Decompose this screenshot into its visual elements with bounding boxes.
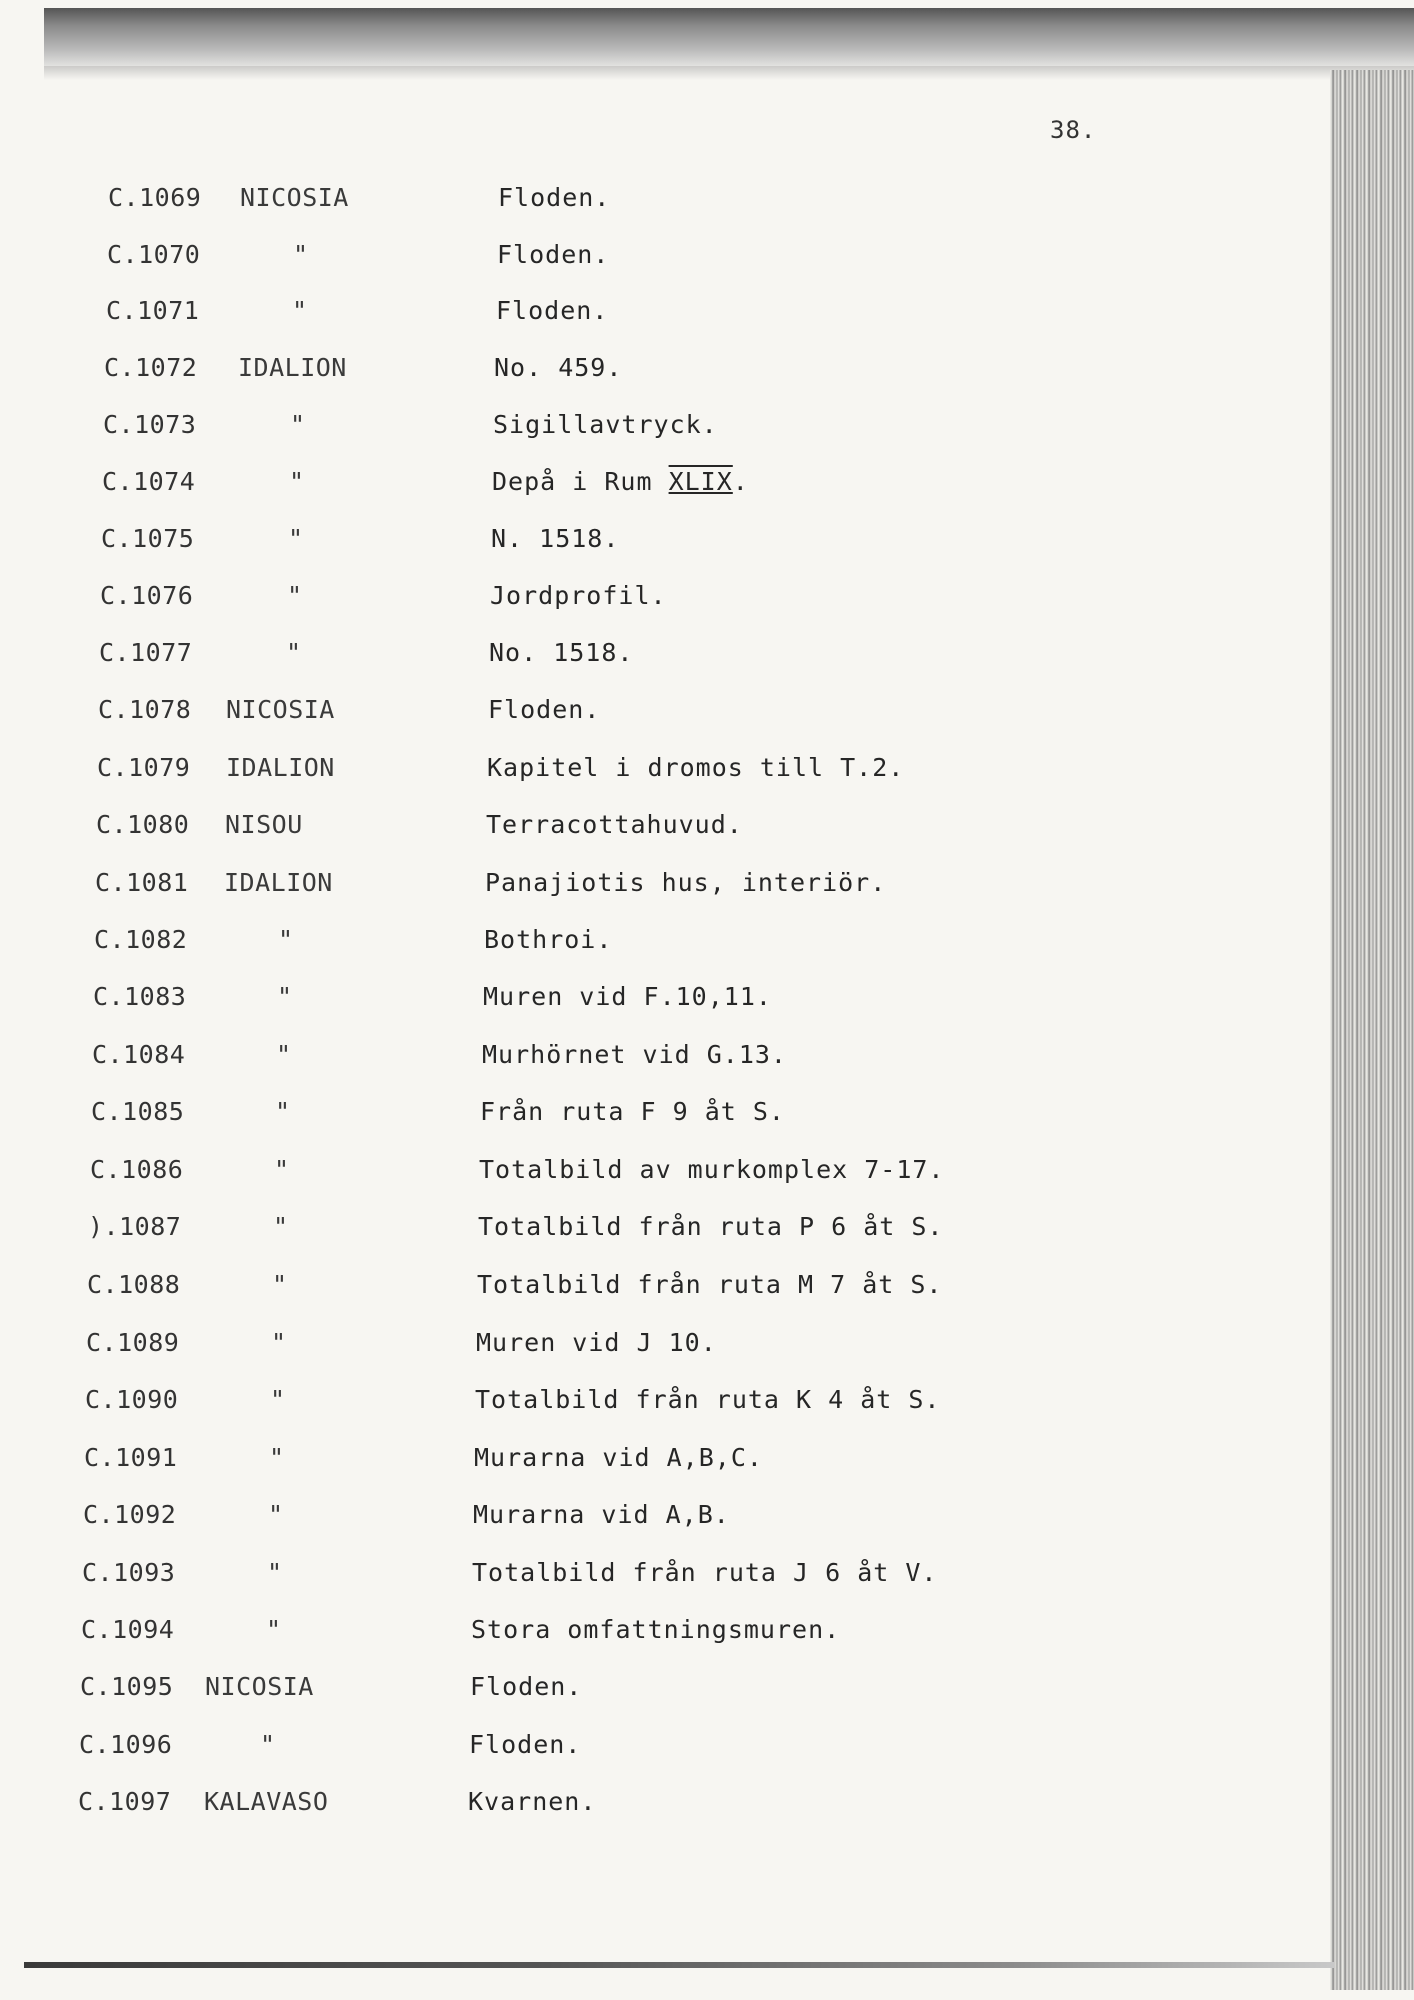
photo-description: Muren vid J 10. <box>476 1328 717 1357</box>
register-row <box>0 1212 1000 1252</box>
register-row <box>0 467 1000 507</box>
photo-number: C.1082 <box>94 925 188 954</box>
site-name: " <box>286 638 302 667</box>
site-name: " <box>260 1730 276 1759</box>
site-name: " <box>287 581 303 610</box>
register-row <box>0 982 1000 1022</box>
site-name: " <box>288 524 304 553</box>
register-row <box>0 524 1000 564</box>
register-row <box>0 925 1000 965</box>
description-period: . <box>732 467 749 496</box>
site-name: " <box>292 296 308 325</box>
register-row <box>0 1155 1000 1195</box>
photo-number: C.1079 <box>97 753 191 782</box>
site-name: NICOSIA <box>226 695 335 724</box>
photo-description: Sigillavtryck. <box>493 410 718 439</box>
site-name: NICOSIA <box>205 1672 314 1701</box>
photo-number: C.1096 <box>79 1730 173 1759</box>
site-name: " <box>272 1270 288 1299</box>
site-name: " <box>293 240 309 269</box>
photo-description: Murarna vid A,B. <box>473 1500 730 1529</box>
register-row <box>0 240 1000 280</box>
site-name: IDALION <box>238 353 347 382</box>
photo-number: C.1073 <box>103 410 197 439</box>
photo-description: Totalbild från ruta J 6 åt V. <box>472 1558 938 1587</box>
photo-number: C.1095 <box>80 1672 174 1701</box>
register-row <box>0 1787 1000 1827</box>
register-row <box>0 296 1000 336</box>
photo-description: Floden. <box>469 1730 582 1759</box>
register-row <box>0 1500 1000 1540</box>
photo-description: Kapitel i dromos till T.2. <box>487 753 905 782</box>
description-text: Depå i Rum <box>492 467 669 496</box>
photo-description: Floden. <box>496 296 609 325</box>
scan-top-shadow <box>44 8 1414 66</box>
site-name: " <box>271 1328 287 1357</box>
photo-description: No. 1518. <box>489 638 634 667</box>
photo-description: Totalbild från ruta P 6 åt S. <box>478 1212 944 1241</box>
photo-description: Floden. <box>498 183 611 212</box>
photo-number: C.1091 <box>84 1443 178 1472</box>
photo-description: Totalbild av murkomplex 7-17. <box>479 1155 945 1184</box>
photo-number: C.1078 <box>98 695 192 724</box>
site-name: " <box>289 467 305 496</box>
photo-description: Jordprofil. <box>490 581 667 610</box>
register-row <box>0 1385 1000 1425</box>
register-row <box>0 1730 1000 1770</box>
register-row <box>0 1270 1000 1310</box>
photo-description: Terracottahuvud. <box>486 810 743 839</box>
photo-number: C.1086 <box>90 1155 184 1184</box>
photo-number: C.1076 <box>100 581 194 610</box>
site-name: " <box>266 1615 282 1644</box>
photo-number: C.1074 <box>102 467 196 496</box>
photo-number: C.1093 <box>82 1558 176 1587</box>
photo-number: C.1071 <box>106 296 200 325</box>
register-row <box>0 695 1000 735</box>
site-name: " <box>267 1558 283 1587</box>
photo-number: C.1081 <box>95 868 189 897</box>
photo-number: C.1070 <box>107 240 201 269</box>
register-row <box>0 1558 1000 1598</box>
register-row <box>0 1615 1000 1655</box>
site-name: " <box>274 1155 290 1184</box>
site-name: " <box>290 410 306 439</box>
site-name: " <box>268 1500 284 1529</box>
register-row <box>0 753 1000 793</box>
photo-description: Muren vid F.10,11. <box>483 982 772 1011</box>
photo-number: C.1069 <box>108 183 202 212</box>
photo-description: Från ruta F 9 åt S. <box>480 1097 785 1126</box>
site-name: NISOU <box>225 810 303 839</box>
photo-number: C.1072 <box>104 353 198 382</box>
photo-description: Murhörnet vid G.13. <box>482 1040 787 1069</box>
register-row <box>0 810 1000 850</box>
photo-number: C.1090 <box>85 1385 179 1414</box>
photo-description <box>492 467 749 496</box>
photo-description: Floden. <box>470 1672 583 1701</box>
register-row <box>0 410 1000 450</box>
photo-number: C.1075 <box>101 524 195 553</box>
photo-number: C.1092 <box>83 1500 177 1529</box>
photo-number: ).1087 <box>88 1212 182 1241</box>
photo-description: Stora omfattningsmuren. <box>471 1615 841 1644</box>
photo-number: C.1084 <box>92 1040 186 1069</box>
site-name: NICOSIA <box>240 183 349 212</box>
photo-number: C.1088 <box>87 1270 181 1299</box>
register-row <box>0 638 1000 678</box>
page-number: 38. <box>1050 116 1097 144</box>
photo-number: C.1089 <box>86 1328 180 1357</box>
register-row <box>0 1040 1000 1080</box>
register-row <box>0 1328 1000 1368</box>
photo-description: Kvarnen. <box>468 1787 597 1816</box>
register-row <box>0 353 1000 393</box>
register-row <box>0 183 1000 223</box>
photo-description: Panajiotis hus, interiör. <box>485 868 887 897</box>
register-row <box>0 1672 1000 1712</box>
site-name: " <box>275 1097 291 1126</box>
site-name: IDALION <box>226 753 335 782</box>
register-row <box>0 1443 1000 1483</box>
photo-number: C.1094 <box>81 1615 175 1644</box>
site-name: KALAVASO <box>204 1787 329 1816</box>
book-edge <box>1330 70 1414 1990</box>
photo-description: Floden. <box>497 240 610 269</box>
photo-description: Totalbild från ruta M 7 åt S. <box>477 1270 943 1299</box>
photo-number: C.1080 <box>96 810 190 839</box>
photo-number: C.1085 <box>91 1097 185 1126</box>
photo-description: No. 459. <box>494 353 623 382</box>
photo-number: C.1077 <box>99 638 193 667</box>
photo-description: Murarna vid A,B,C. <box>474 1443 763 1472</box>
register-row <box>0 868 1000 908</box>
room-numeral: XLIX <box>668 467 733 496</box>
photo-description: Floden. <box>488 695 601 724</box>
scan-bottom-shadow <box>24 1962 1334 1968</box>
site-name: IDALION <box>224 868 333 897</box>
register-row <box>0 1097 1000 1137</box>
site-name: " <box>269 1443 285 1472</box>
site-name: " <box>270 1385 286 1414</box>
site-name: " <box>278 925 294 954</box>
photo-number: C.1097 <box>78 1787 172 1816</box>
register-row <box>0 581 1000 621</box>
photo-description: N. 1518. <box>491 524 620 553</box>
photo-description: Totalbild från ruta K 4 åt S. <box>475 1385 941 1414</box>
site-name: " <box>277 982 293 1011</box>
site-name: " <box>276 1040 292 1069</box>
photo-number: C.1083 <box>93 982 187 1011</box>
photo-description: Bothroi. <box>484 925 613 954</box>
site-name: " <box>273 1212 289 1241</box>
